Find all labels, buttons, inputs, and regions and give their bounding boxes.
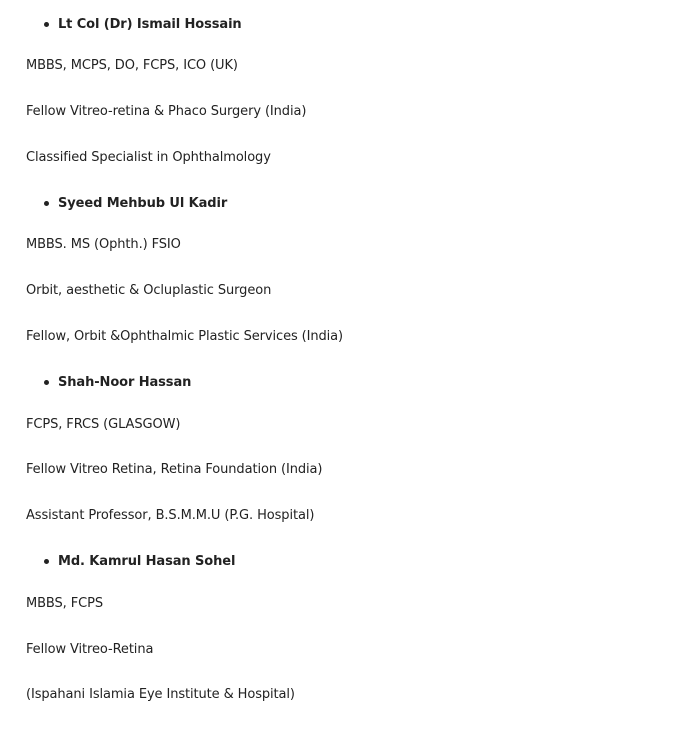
doctor-qualification: MBBS, MCPS, DO, FCPS, ICO (UK) — [26, 58, 238, 73]
doctor-fellowship: Fellow, Orbit &Ophthalmic Plastic Services (India) — [26, 329, 344, 344]
doctor-name: Syeed Mehbub Ul Kadir — [58, 196, 228, 211]
bullet-icon — [44, 22, 49, 27]
doctor-name: Shah-Noor Hassan — [58, 375, 192, 390]
doctor-name: Lt Col (Dr) Ismail Hossain — [58, 17, 242, 32]
doctor-fellowship: Fellow Vitreo-retina & Phaco Surgery (India) — [26, 104, 307, 119]
doctor-qualification: MBBS, FCPS — [26, 596, 103, 611]
doctor-fellowship: Fellow Vitreo-Retina — [26, 642, 154, 657]
doctor-position: Assistant Professor, B.S.M.M.U (P.G. Hospital) — [26, 508, 315, 523]
bullet-icon — [44, 201, 49, 206]
bullet-icon — [44, 380, 49, 385]
doctor-specialty: Orbit, aesthetic & Ocluplastic Surgeon — [26, 283, 272, 298]
doctor-qualification: MBBS. MS (Ophth.) FSIO — [26, 237, 181, 252]
doctor-fellowship: Fellow Vitreo Retina, Retina Foundation (India) — [26, 462, 323, 477]
doctor-name-item — [44, 554, 235, 569]
bullet-icon — [44, 559, 49, 564]
doctor-name-item — [44, 375, 191, 390]
doctor-name-item — [44, 17, 242, 32]
doctor-qualification: FCPS, FRCS (GLASGOW) — [26, 417, 181, 432]
doctor-affiliation: (Ispahani Islamia Eye Institute & Hospital) — [26, 687, 295, 702]
doctor-name: Md. Kamrul Hasan Sohel — [58, 554, 236, 569]
doctor-name-item — [44, 196, 227, 211]
doctor-position: Classified Specialist in Ophthalmology — [26, 150, 271, 165]
